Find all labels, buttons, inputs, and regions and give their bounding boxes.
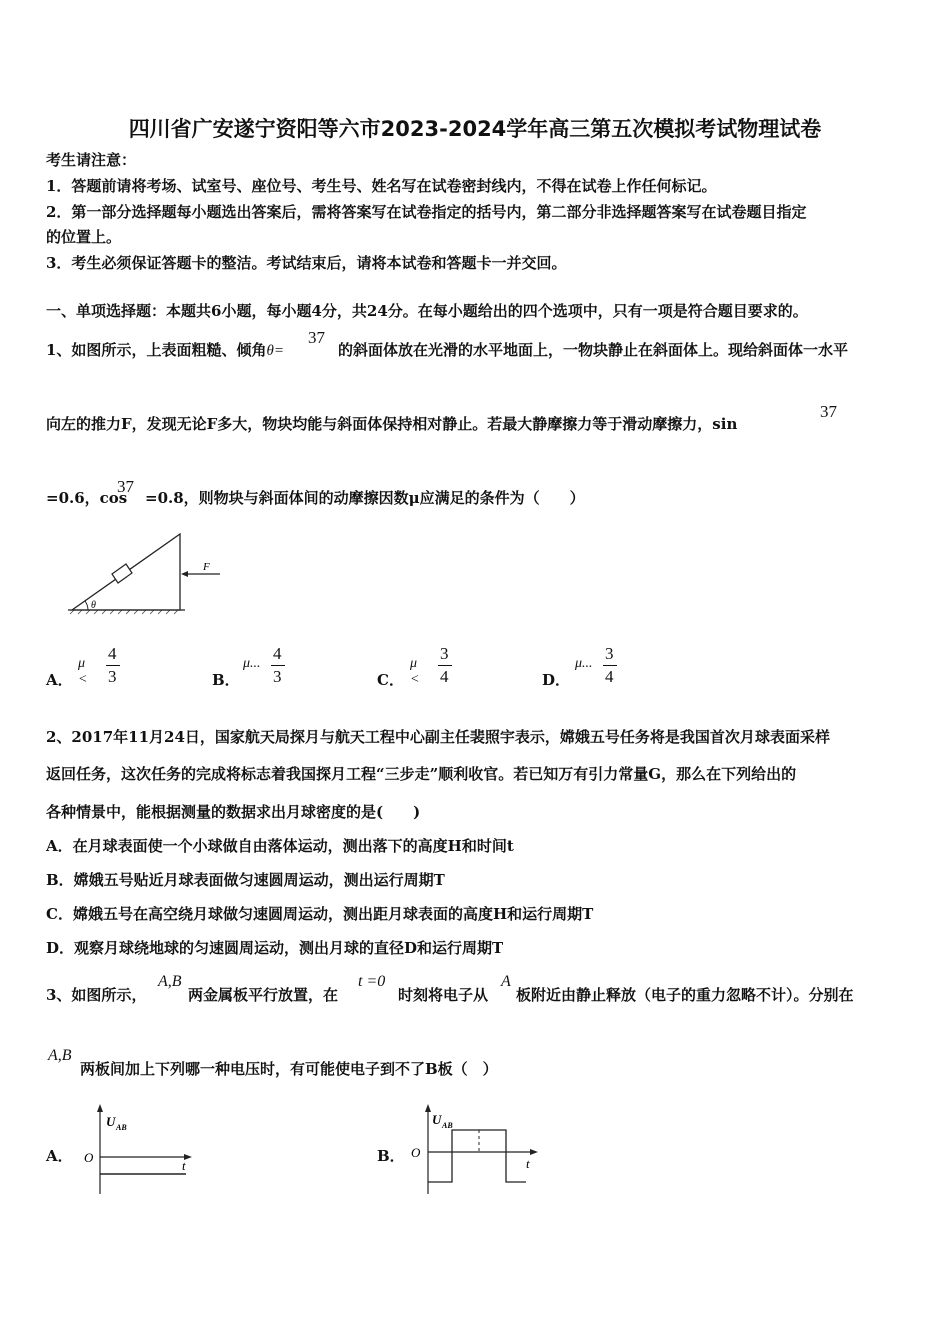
denominator: 3 <box>108 667 117 686</box>
origin-label: O <box>84 1150 94 1165</box>
q3-text: 板附近由静止释放（电子的重力忽略不计）。分别在 <box>516 986 854 1004</box>
q1-line1 <box>46 340 284 361</box>
q2-option-c: C．嫦娥五号在高空绕月球做匀速圆周运动，测出距月球表面的高度H和运行周期T <box>46 905 594 923</box>
t-label: t <box>526 1156 530 1171</box>
square-wave <box>428 1130 526 1182</box>
angle-arc <box>85 601 88 610</box>
q1-angle: 37 <box>820 402 837 421</box>
q3-line2: 两板间加上下列哪一种电压时，有可能使电子到不了B板（ ） <box>80 1060 498 1078</box>
relation: μ... <box>575 656 593 671</box>
denominator: 4 <box>440 667 449 686</box>
relation: μ < <box>410 656 420 687</box>
force-arrowhead <box>181 571 188 577</box>
numerator: 3 <box>605 644 614 663</box>
notice-item: 3．考生必须保证答题卡的整洁。考试结束后，请将本试卷和答题卡一并交回。 <box>46 254 567 272</box>
q3-ab: A,B <box>158 973 182 990</box>
denominator: 4 <box>605 667 614 686</box>
q1-option-a: A． <box>46 671 73 689</box>
notice-item: 1．答题前请将考场、试室号、座位号、考生号、姓名写在试卷密封线内，不得在试卷上作任何标记。 <box>46 177 717 195</box>
q3-ab: A,B <box>48 1047 72 1064</box>
q2-line: 各种情景中，能根据测量的数据求出月球密度的是( ) <box>46 803 421 821</box>
incline-figure <box>60 528 230 620</box>
q1-option-b: B． <box>212 671 240 689</box>
fraction-bar <box>106 665 120 666</box>
q1-line2: 向左的推力F，发现无论F多大，物块均能与斜面体保持相对静止。若最大静摩擦力等于滑动摩擦力，sin <box>46 415 738 433</box>
u-label: U <box>106 1114 116 1129</box>
q3-option-a: A． <box>46 1147 73 1165</box>
u-subscript: AB <box>442 1121 453 1130</box>
section-heading: 一、单项选择题：本题共6小题，每小题4分，共24分。在每小题给出的四个选项中，只有一项是符合题目要求的。 <box>46 302 808 320</box>
q2-option-b: B．嫦娥五号贴近月球表面做匀速圆周运动，测出运行周期T <box>46 871 445 889</box>
t-label: t <box>182 1158 186 1173</box>
denominator: 3 <box>273 667 282 686</box>
q1-angle: 37 <box>308 328 325 347</box>
fraction-bar <box>271 665 285 666</box>
numerator: 3 <box>440 644 449 663</box>
fraction-bar <box>438 665 452 666</box>
numerator: 4 <box>108 644 117 663</box>
q1-line3-b: =0.8，则物块与斜面体间的动摩擦因数μ应满足的条件为（ ） <box>145 489 585 507</box>
relation: μ < <box>78 656 88 687</box>
q1-option-c: C． <box>377 671 404 689</box>
relation: μ... <box>243 656 261 671</box>
q1-line1-b: 的斜面体放在光滑的水平地面上，一物块静止在斜面体上。现给斜面体一水平 <box>338 341 849 359</box>
q1-line3-a: =0.6，cos <box>46 489 128 507</box>
numerator: 4 <box>273 644 282 663</box>
q3-text: 两金属板平行放置，在 <box>188 986 339 1004</box>
q3-text: 时刻将电子从 <box>398 986 489 1004</box>
q3-text: 3、如图所示， <box>46 986 147 1004</box>
origin-label: O <box>411 1145 421 1160</box>
x-arrowhead <box>530 1149 538 1155</box>
q2-line: 返回任务，这次任务的完成将标志着我国探月工程“三步走”顺利收官。若已知万有引力常量G，那么在下列给出的 <box>46 765 797 783</box>
y-arrowhead <box>425 1104 431 1112</box>
u-label: U <box>432 1112 442 1127</box>
y-arrowhead <box>97 1104 103 1112</box>
force-label: F <box>203 561 210 573</box>
q3-a: A <box>501 973 511 990</box>
q2-option-d: D．观察月球绕地球的匀速圆周运动，测出月球的直径D和运行周期T <box>46 939 504 957</box>
notice-item: 2．第一部分选择题每小题选出答案后，需将答案写在试卷指定的括号内，第二部分非选择题答案写在试卷题目指定 <box>46 203 807 221</box>
q3-option-b: B． <box>377 1147 405 1165</box>
q1-option-d: D． <box>542 671 571 689</box>
q2-line: 2、2017年11月24日，国家航天局探月与航天工程中心副主任裴照宇表示，嫦娥五号任务将是我国首次月球表面采样 <box>46 728 830 746</box>
u-subscript: AB <box>116 1123 127 1132</box>
q3-t0: t =0 <box>358 973 386 990</box>
page-title: 四川省广安遂宁资阳等六市2023-2024学年高三第五次模拟考试物理试卷 <box>128 117 822 141</box>
fraction-bar <box>603 665 617 666</box>
notice-heading: 考生请注意： <box>46 151 137 169</box>
notice-item: 的位置上。 <box>46 228 122 246</box>
q1-angle: 37 <box>117 477 134 496</box>
q1-text: 1、如图所示，上表面粗糙、倾角 <box>46 341 267 359</box>
q3-graph-a <box>78 1102 198 1200</box>
q3-graph-b <box>408 1102 543 1200</box>
q1-theta: θ= <box>266 343 284 359</box>
q2-option-a: A．在月球表面使一个小球做自由落体运动，测出落下的高度H和时间t <box>46 837 514 855</box>
theta-label: θ <box>91 600 96 611</box>
